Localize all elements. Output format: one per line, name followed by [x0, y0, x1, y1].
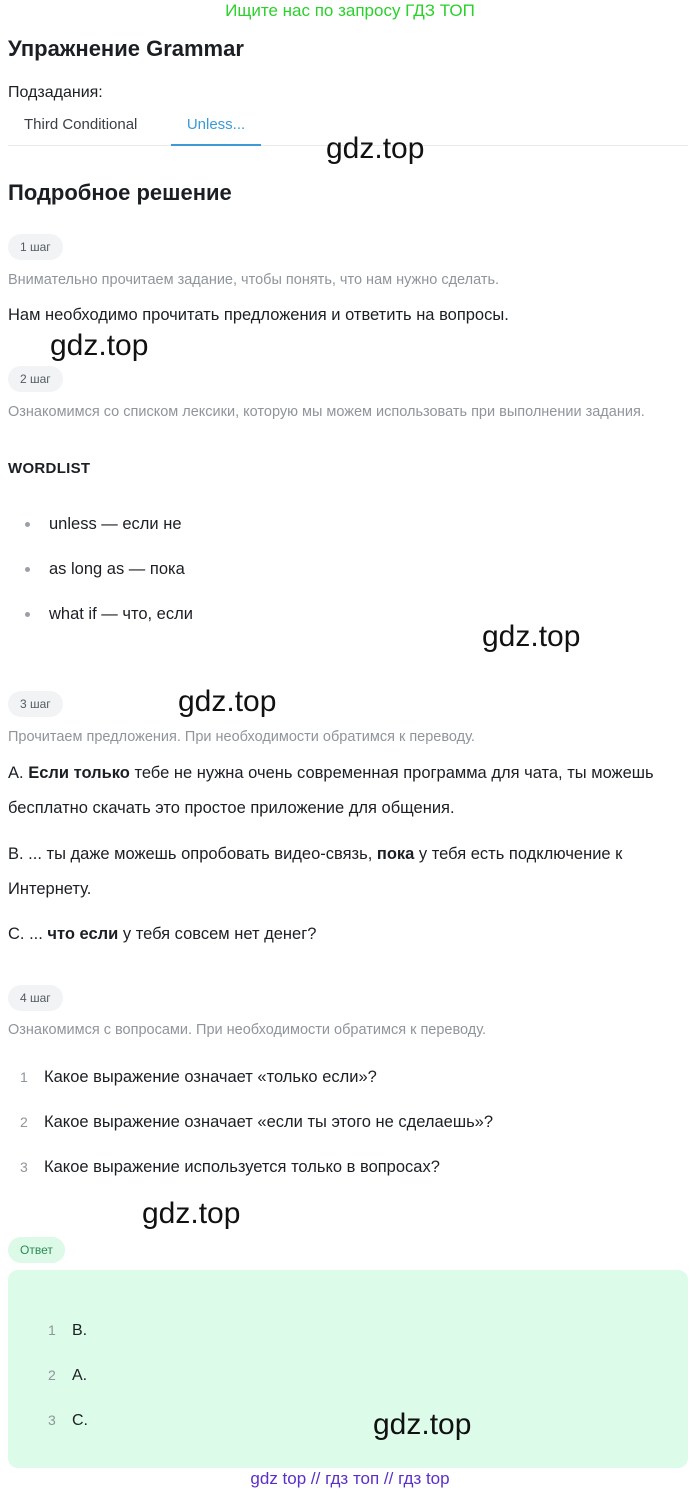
- step-1-hint: Внимательно прочитаем задание, чтобы понять, что нам нужно сделать.: [8, 272, 500, 288]
- watermark: gdz.top: [50, 329, 149, 362]
- watermark: gdz.top: [326, 132, 425, 165]
- top-banner[interactable]: Ищите нас по запросу ГДЗ ТОП: [225, 1, 475, 20]
- question-list: [20, 1055, 493, 1190]
- subtasks-label: Подзадания:: [8, 84, 103, 101]
- step-2-badge: 2 шаг: [8, 366, 63, 392]
- sentence-prefix: B. ... ты даже можешь опробовать видео-связь,: [8, 845, 377, 863]
- step-4-badge: 4 шаг: [8, 985, 63, 1011]
- sentence-keyword: что если: [47, 925, 119, 943]
- sentence-rest: тебе не нужна очень современная программа для чата, ты можешь бесплатно скачать это простое приложение для общения.: [8, 764, 654, 817]
- sentence-prefix: A.: [8, 764, 29, 782]
- question-number: 1: [20, 1069, 28, 1085]
- answer-badge: Ответ: [8, 1237, 65, 1263]
- step-3-hint: Прочитаем предложения. При необходимости обратимся к переводу.: [8, 729, 475, 745]
- bullet-icon: [25, 612, 30, 617]
- list-item: [20, 1145, 493, 1190]
- answer-number: 1: [48, 1322, 56, 1338]
- tab-unless[interactable]: Unless...: [171, 104, 261, 146]
- watermark: gdz.top: [482, 620, 581, 653]
- bullet-icon: [25, 522, 30, 527]
- bullet-icon: [25, 567, 30, 572]
- list-item: [48, 1308, 88, 1353]
- answer-box: [8, 1270, 688, 1468]
- tab-third-conditional[interactable]: Third Conditional: [24, 116, 138, 133]
- sentence-prefix: C. ...: [8, 925, 48, 943]
- question-number: 2: [20, 1114, 28, 1130]
- word-entry: as long as — пока: [49, 560, 185, 578]
- step-1-text: Нам необходимо прочитать предложения и ответить на вопросы.: [8, 306, 509, 324]
- list-item: [48, 1353, 88, 1398]
- list-item: [20, 592, 193, 637]
- sentence-keyword: Если только: [28, 764, 130, 782]
- answer-text: A.: [72, 1367, 88, 1384]
- question-text: Какое выражение означает «если ты этого не сделаешь»?: [44, 1113, 494, 1131]
- answer-list: [48, 1308, 88, 1443]
- watermark: gdz.top: [373, 1408, 472, 1441]
- question-text: Какое выражение означает «только если»?: [44, 1068, 377, 1086]
- sentence-a: [8, 756, 692, 826]
- word-entry: unless — если не: [49, 515, 182, 533]
- word-entry: what if — что, если: [49, 605, 193, 623]
- footer-links[interactable]: gdz top // гдз топ // гдз top: [250, 1469, 450, 1488]
- step-3-badge: 3 шаг: [8, 691, 63, 717]
- list-item: [48, 1398, 88, 1443]
- list-item: [20, 547, 193, 592]
- list-item: [20, 1100, 493, 1145]
- sentence-c: [8, 917, 692, 952]
- wordlist: [20, 502, 193, 637]
- question-text: Какое выражение используется только в вопросах?: [44, 1158, 440, 1176]
- step-1-badge: 1 шаг: [8, 234, 63, 260]
- answer-text: C.: [72, 1412, 88, 1429]
- page-title: Упражнение Grammar: [8, 36, 244, 61]
- wordlist-title: WORDLIST: [8, 460, 91, 477]
- sentence-keyword: пока: [376, 845, 415, 863]
- step-4-hint: Ознакомимся с вопросами. При необходимости обратимся к переводу.: [8, 1022, 487, 1038]
- sentence-rest: у тебя совсем нет денег?: [118, 925, 317, 943]
- sentence-b: [8, 837, 692, 907]
- list-item: [20, 1055, 493, 1100]
- sentence-rest: у тебя есть подключение к Интернету.: [8, 845, 623, 898]
- answer-text: B.: [72, 1322, 88, 1339]
- watermark: gdz.top: [142, 1197, 241, 1230]
- step-2-hint: Ознакомимся со списком лексики, которую мы можем использовать при выполнении задания.: [8, 404, 645, 420]
- watermark: gdz.top: [178, 685, 277, 718]
- answer-number: 3: [48, 1412, 56, 1428]
- list-item: [20, 502, 193, 547]
- answer-number: 2: [48, 1367, 56, 1383]
- section-title: Подробное решение: [8, 180, 232, 205]
- question-number: 3: [20, 1159, 28, 1175]
